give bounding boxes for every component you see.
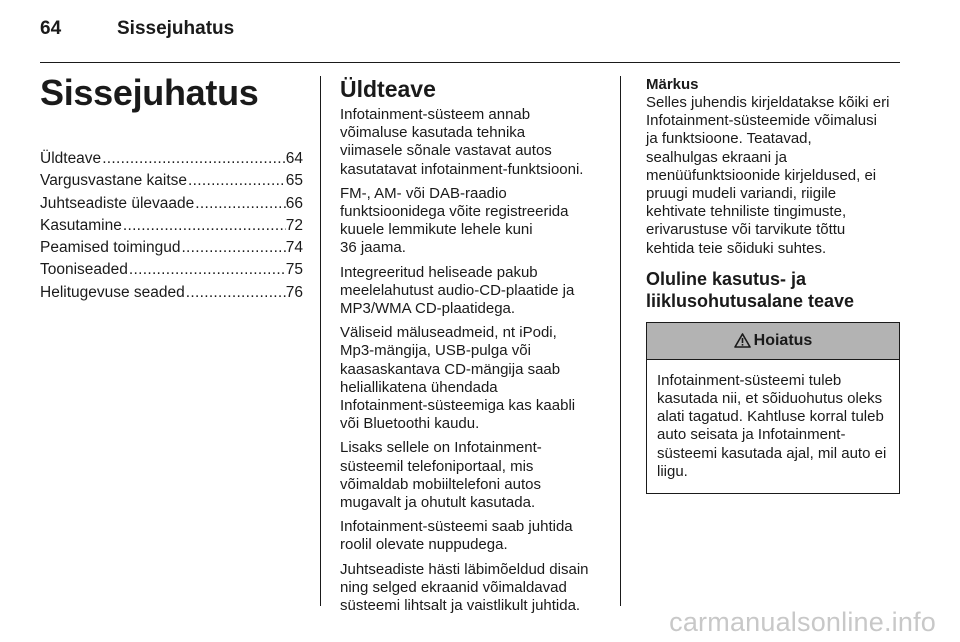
toc-entry-label: Juhtseadiste ülevaade <box>40 194 195 212</box>
toc-entry-page: 64 <box>285 150 303 167</box>
warning-box <box>646 322 900 494</box>
toc-entry-label: Kasutamine <box>40 216 122 234</box>
column-divider <box>620 76 621 606</box>
warning-triangle-icon <box>734 333 751 348</box>
toc-entry[interactable] <box>40 195 303 217</box>
toc-leader-dots <box>194 195 285 213</box>
paragraph: Integreeritud heliseade pakub meelelahutust audio-CD-plaatide ja MP3/WMA CD-plaatidega. <box>340 263 575 318</box>
paragraph: FM-, AM- või DAB-raadio funktsioonidega võite registreerida kuuele lemmikute lehele kuni 36 jaama. <box>340 184 569 257</box>
paragraph: Infotainment-süsteemi saab juhtida roolil olevate nuppudega. <box>340 518 573 554</box>
note-text: Selles juhendis kirjeldatakse kõiki eri Infotainment-süsteemide võimalusi ja funktsioone. Teatavad, sealhulgas ekraani ja menüüfunktsioonide kirjeldused, ei pruugi mudeli variandi, riigile kehtivate tehniliste tingimuste, erivarustuse või tarvikute tõttu kehtida teie sõiduki suhtes. <box>646 94 890 257</box>
toc-leader-dots <box>185 284 286 302</box>
note-label: Märkus <box>646 76 699 93</box>
notes-column <box>646 76 902 494</box>
general-info-column <box>340 76 606 621</box>
watermark: carmanualsonline.info <box>669 607 936 637</box>
toc-entry[interactable] <box>40 172 303 194</box>
toc-entry-label: Tooniseaded <box>40 261 128 279</box>
toc-entry-page: 65 <box>285 172 303 190</box>
toc-leader-dots <box>122 217 286 235</box>
toc-entry-page: 72 <box>285 216 303 234</box>
toc-leader-dots <box>180 239 285 257</box>
chapter-title: Sissejuhatus <box>40 72 259 113</box>
warning-text: Infotainment-süsteemi tuleb kasutada nii, et sõiduohutus oleks alati tagatud. Kahtluse korral tuleb auto seisata ja Infotainment- süsteemi kasutada ajal, mil auto ei liigu. <box>657 371 887 480</box>
toc-leader-dots <box>187 172 286 190</box>
table-of-contents <box>40 150 303 306</box>
section-title-safety: Oluline kasutus- ja liiklusohutusalane teave <box>646 268 855 311</box>
toc-leader-dots <box>101 150 286 168</box>
toc-leader-dots <box>128 261 286 279</box>
toc-entry-page: 66 <box>285 194 303 212</box>
column-divider <box>320 76 321 606</box>
warning-header <box>647 323 899 360</box>
paragraph: Juhtseadiste hästi läbimõeldud disain ning selged ekraanid võimaldavad süsteemi lihtsalt ja vaistlikult juhtida. <box>340 560 589 615</box>
toc-entry-label: Helitugevuse seaded <box>40 283 185 301</box>
toc-entry-label: Üldteave <box>40 150 102 167</box>
running-header-title: Sissejuhatus <box>117 18 235 39</box>
header-divider <box>40 62 900 63</box>
paragraph: Väliseid mäluseadmeid, nt iPodi, Mp3-mängija, USB-pulga või kaasaskantava CD-mängija saab heliallikatena ühendada Infotainment-süsteemiga kas kaabli või Bluetoothi kaudu. <box>340 324 576 433</box>
toc-entry[interactable] <box>40 261 303 283</box>
toc-entry-label: Peamised toimingud <box>40 239 181 257</box>
toc-entry-page: 75 <box>285 261 303 279</box>
toc-entry[interactable] <box>40 284 303 306</box>
toc-entry-label: Vargusvastane kaitse <box>40 172 188 190</box>
toc-entry[interactable] <box>40 217 303 239</box>
toc-entry[interactable] <box>40 150 303 172</box>
page-number: 64 <box>40 18 62 39</box>
toc-entry[interactable] <box>40 239 303 261</box>
warning-title: Hoiatus <box>753 331 813 349</box>
paragraph: Lisaks sellele on Infotainment- süsteemil telefoniportaal, mis võimaldab mobiiltelefoni autos mugavalt ja ohutult kasutada. <box>340 439 542 512</box>
toc-entry-page: 76 <box>285 283 303 301</box>
toc-entry-page: 74 <box>285 239 303 257</box>
paragraph: Infotainment-süsteem annab võimaluse kasutada tehnika viimasele sõnale vastavat autos kasutatavat infotainment-funktsiooni. <box>340 106 584 178</box>
section-title: Üldteave <box>340 76 436 102</box>
